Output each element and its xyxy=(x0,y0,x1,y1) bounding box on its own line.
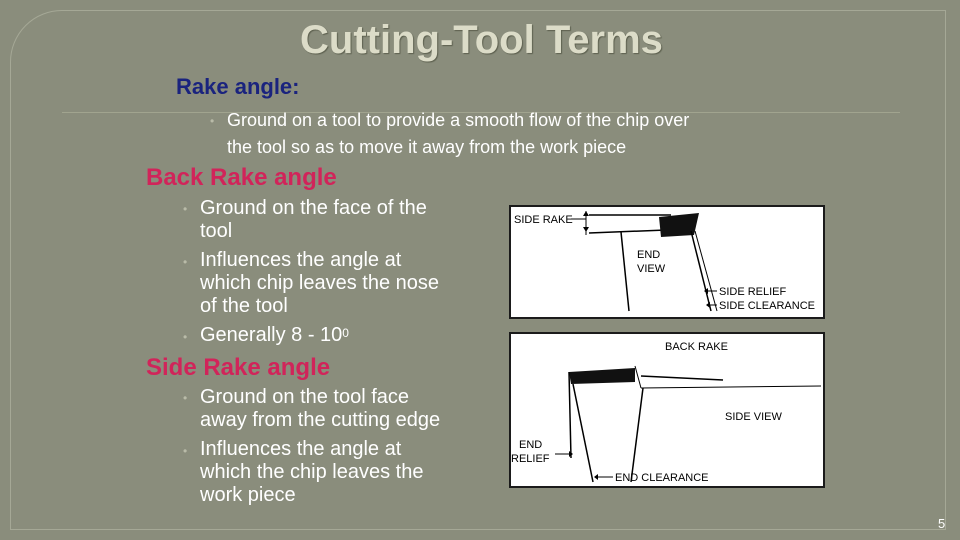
page-number: 5 xyxy=(938,516,946,531)
side-rake-label: SIDE RAKE xyxy=(514,214,573,226)
back-rake-heading: Back Rake angle xyxy=(146,164,337,191)
bullet-dot: • xyxy=(183,391,188,405)
bullet-dot: • xyxy=(183,444,188,458)
side-rake-line-5: work piece xyxy=(200,484,296,506)
back-rake-line-6 xyxy=(200,324,349,349)
side-rake-heading: Side Rake angle xyxy=(146,354,331,381)
end-label: END xyxy=(637,249,661,261)
rake-bullet-line-1: Ground on a tool to provide a smooth flow of the chip over xyxy=(227,110,690,130)
side-rake-line-2: away from the cutting edge xyxy=(200,409,441,431)
back-rake-line-3: Influences the angle at xyxy=(200,249,402,271)
end-view-diagram xyxy=(509,205,825,319)
back-rake-line-4: which chip leaves the nose xyxy=(200,272,440,294)
side-rake-line-4: which the chip leaves the xyxy=(200,461,424,483)
bullet-dot: • xyxy=(183,202,188,216)
slide-title: Cutting-Tool Terms xyxy=(300,18,663,62)
side-view-label: SIDE VIEW xyxy=(725,411,782,423)
end-relief-label-2: RELIEF xyxy=(511,453,550,465)
back-rake-line-5: of the tool xyxy=(200,295,288,317)
end-relief-label-1: END xyxy=(519,439,543,451)
degree-superscript: 0 xyxy=(342,326,349,340)
end-clearance-label: END CLEARANCE xyxy=(615,472,709,484)
back-rake-range: Generally 8 - 10 xyxy=(200,324,343,346)
side-relief-label: SIDE RELIEF xyxy=(719,286,787,298)
rake-angle-heading: Rake angle: xyxy=(176,74,300,99)
bullet-dot: • xyxy=(210,114,215,128)
bullet-dot: • xyxy=(183,330,188,344)
rake-bullet-line-2: the tool so as to move it away from the work piece xyxy=(227,137,627,157)
view-label: VIEW xyxy=(637,263,666,275)
back-rake-line-1: Ground on the face of the xyxy=(200,197,427,219)
bullet-dot: • xyxy=(183,255,188,269)
back-rake-label: BACK RAKE xyxy=(665,341,728,353)
side-rake-line-1: Ground on the tool face xyxy=(200,386,410,408)
side-rake-line-3: Influences the angle at xyxy=(200,438,402,460)
side-view-diagram xyxy=(509,332,825,488)
back-rake-line-2: tool xyxy=(200,220,233,242)
side-clearance-label: SIDE CLEARANCE xyxy=(719,300,815,312)
